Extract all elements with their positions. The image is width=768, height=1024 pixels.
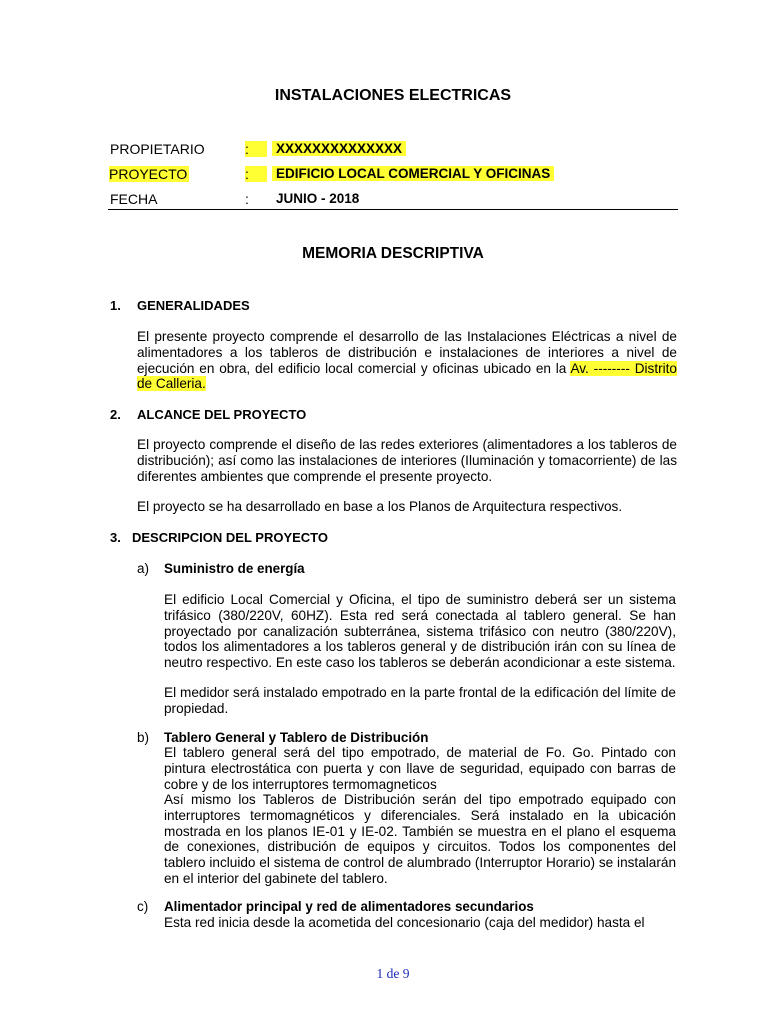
section-2-paragraph-1: El proyecto comprende el diseño de las redes exteriores (alimentadores a los tableros de distribución); así como las instalaciones de interiores (Iluminación y tomacorriente) de las diferentes ambientes que comprende el presente proyecto. <box>137 437 677 484</box>
section-1-title: GENERALIDADES <box>137 298 250 313</box>
header-divider <box>108 209 678 210</box>
subsection-b-paragraph-2: Así mismo los Tableros de Distribución serán del tipo empotrado equipado con interruptores termomagnéticos y diferenciales. Será instalado en la ubicación mostrada en los planos IE-01 y IE-02. También se muestra en el plano el esquema de conexiones, distribución de equipos y circuitos. Todos los componentes del tablero incluido el sistema de control de alumbrado (Interruptor Horario) se instalarán en el interior del gabinete del tablero. <box>164 792 676 886</box>
address-highlight: Av. -------- Distrito de Calleria. <box>137 360 677 392</box>
section-2-paragraph-2: El proyecto se ha desarrollado en base a los Planos de Arquitectura respectivos. <box>137 499 623 514</box>
subsection-a-paragraph-2: El medidor será instalado empotrado en la parte frontal de la edificación del límite de propiedad. <box>164 685 676 716</box>
subsection-c-title: Alimentador principal y red de alimentadores secundarios <box>164 899 534 914</box>
section-2-title: ALCANCE DEL PROYECTO <box>137 407 307 422</box>
section-1-number: 1. <box>110 298 121 313</box>
subsection-c-letter: c) <box>137 899 149 914</box>
proyecto-value: EDIFICIO LOCAL COMERCIAL Y OFICINAS <box>272 166 554 181</box>
proyecto-label: PROYECTO <box>109 166 188 182</box>
page-number: 1 de 9 <box>376 966 410 981</box>
fecha-label: FECHA <box>110 191 158 207</box>
subsection-b-title: Tablero General y Tablero de Distribución <box>164 730 429 745</box>
subsection-b-paragraph-1: El tablero general será del tipo empotrado, de material de Fo. Go. Pintado con pintura electrostática con puerta y con llave de seguridad, equipado con barras de cobre y de los interruptores termomagneticos <box>164 745 676 792</box>
propietario-label: PROPIETARIO <box>110 141 205 157</box>
subsection-a-title: Suministro de energía <box>164 561 305 576</box>
fecha-colon: : <box>245 191 249 207</box>
section-2-number: 2. <box>110 407 121 422</box>
memoria-title: MEMORIA DESCRIPTIVA <box>302 245 484 262</box>
proyecto-colon: : <box>245 166 267 182</box>
subsection-c-paragraph-1: Esta red inicia desde la acometida del concesionario (caja del medidor) hasta el <box>164 915 645 930</box>
propietario-colon: : <box>245 141 267 157</box>
section-3-number: 3. <box>110 530 121 545</box>
subsection-a-letter: a) <box>137 561 150 576</box>
subsection-b-letter: b) <box>137 730 150 745</box>
section-1-text: El presente proyecto comprende el desarrollo de las Instalaciones Eléctricas a nivel de alimentadores a los tableros de distribución e instalaciones de interiores a nivel de ejecución en obra, del edificio local comercial y oficinas ubicado en la <box>137 329 677 376</box>
document-title: INSTALACIONES ELECTRICAS <box>274 87 512 104</box>
section-1-paragraph <box>137 329 677 392</box>
subsection-a-paragraph-1: El edificio Local Comercial y Oficina, el tipo de suministro deberá ser un sistema trifásico (380/220V, 60HZ). Esta red será conectada al tablero general. Se han proyectado por canalización subterránea, sistema trifásico con neutro (380/220V), todos los alimentadores a los tableros general y de distribución irán con su línea de neutro respectivo. En este caso los tableros se deberán acondicionar a este sistema. <box>164 592 676 671</box>
fecha-value: JUNIO - 2018 <box>276 191 360 206</box>
section-3-title: DESCRIPCION DEL PROYECTO <box>132 530 328 545</box>
propietario-value: XXXXXXXXXXXXXX <box>272 141 406 156</box>
